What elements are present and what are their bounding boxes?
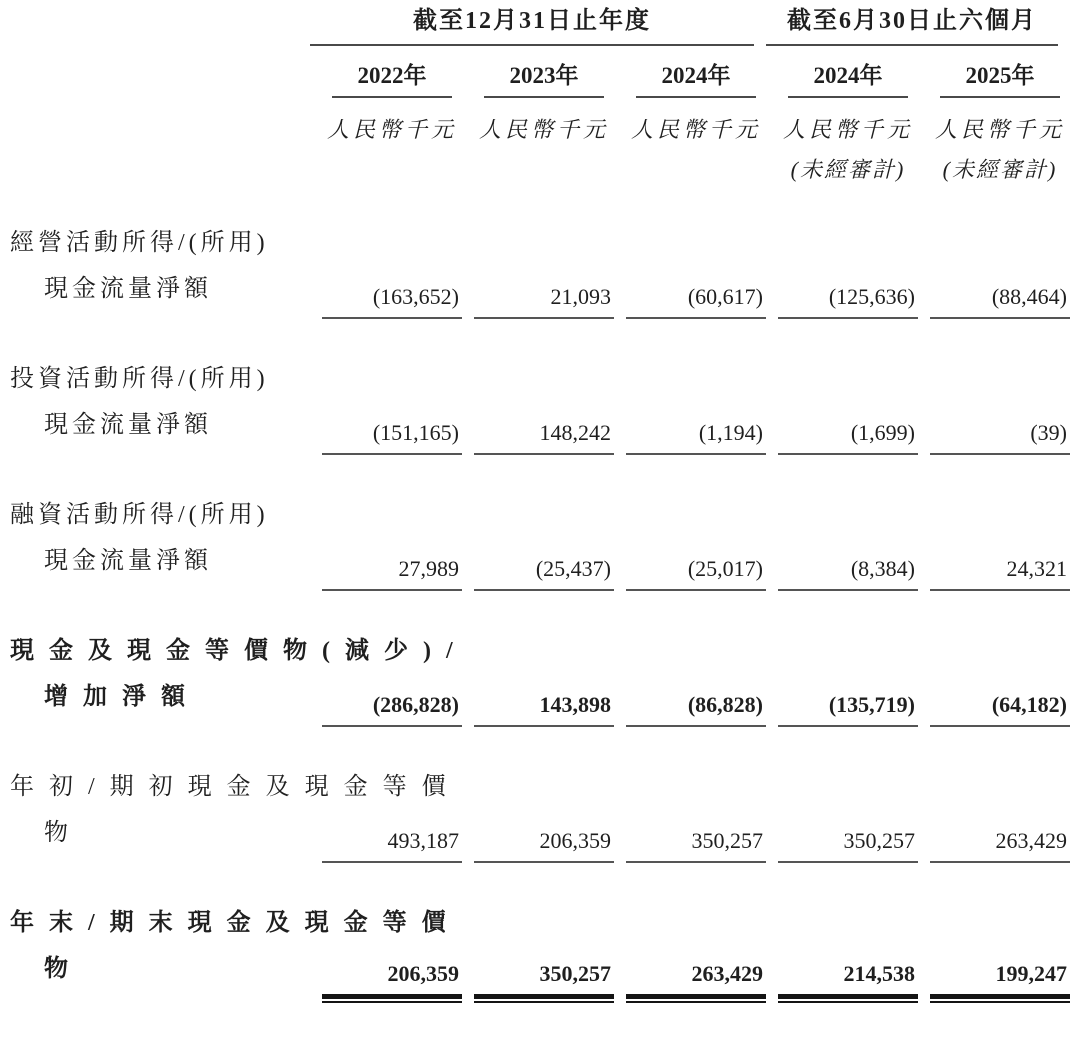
row-label-line2: 物 (44, 820, 83, 846)
unaudited-note-row (10, 156, 1070, 184)
row-label-line1: 年初/期初現金及現金等價 (10, 774, 461, 800)
cell-value: (39) (930, 420, 1070, 455)
unit-row (10, 116, 1070, 144)
cell-value: 214,538 (778, 961, 918, 999)
row-label-line1: 年末/期末現金及現金等價 (10, 910, 461, 936)
year-header (322, 62, 462, 98)
cell-value: (286,828) (322, 692, 462, 727)
table-row-operating (10, 220, 1070, 319)
cell-value: (86,828) (626, 692, 766, 727)
cell-value: (163,652) (322, 284, 462, 319)
cell-value: 263,429 (626, 961, 766, 999)
cell-value: 199,247 (930, 961, 1070, 999)
year-header-label: 2024年 (788, 62, 908, 98)
table-row-financing (10, 492, 1070, 591)
cell-value: 206,359 (322, 961, 462, 999)
year-header-label: 2022年 (332, 62, 452, 98)
cell-value: (135,719) (778, 692, 918, 727)
cell-value: 350,257 (778, 828, 918, 863)
row-label-line2: 現金流量淨額 (44, 548, 212, 574)
cell-value: 24,321 (930, 556, 1070, 591)
unaudited-note: (未經審計) (942, 157, 1058, 182)
cell-value: 350,257 (626, 828, 766, 863)
year-header-label: 2025年 (940, 62, 1060, 98)
year-header (930, 62, 1070, 98)
row-label (10, 220, 310, 319)
unit-label: 人民幣千元 (934, 117, 1065, 142)
table-row-investing (10, 356, 1070, 455)
cell-value: (60,617) (626, 284, 766, 319)
cell-value: 148,242 (474, 420, 614, 455)
row-label-line2: 現金流量淨額 (44, 276, 212, 302)
year-header (626, 62, 766, 98)
table-row-cash-beginning (10, 764, 1070, 863)
year-header-row (10, 62, 1070, 98)
cell-value: (64,182) (930, 692, 1070, 727)
cell-value: 21,093 (474, 284, 614, 319)
cell-value: 143,898 (474, 692, 614, 727)
row-label-line2: 物 (44, 956, 83, 982)
year-header (474, 62, 614, 98)
period-group-row (10, 6, 1070, 46)
cell-value: (88,464) (930, 284, 1070, 319)
cell-value: 206,359 (474, 828, 614, 863)
cell-value: (125,636) (778, 284, 918, 319)
unit-label: 人民幣千元 (478, 117, 609, 142)
cell-value: 350,257 (474, 961, 614, 999)
unit-label: 人民幣千元 (782, 117, 913, 142)
cell-value: (1,699) (778, 420, 918, 455)
table-row-cash-end (10, 900, 1070, 999)
row-label-line2: 增加淨額 (44, 684, 200, 710)
row-label (10, 492, 310, 591)
cell-value: (8,384) (778, 556, 918, 591)
cell-value: 263,429 (930, 828, 1070, 863)
row-label-line1: 現金及現金等價物(減少)/ (10, 638, 468, 664)
row-label-line1: 投資活動所得/(所用) (10, 366, 269, 392)
cell-value: (151,165) (322, 420, 462, 455)
row-label-line1: 經營活動所得/(所用) (10, 230, 269, 256)
period-group-annual: 截至12月31日止年度 (310, 6, 754, 46)
unit-label: 人民幣千元 (326, 117, 457, 142)
year-header (778, 62, 918, 98)
unaudited-note: (未經審計) (790, 157, 906, 182)
cell-value: 493,187 (322, 828, 462, 863)
cell-value: (1,194) (626, 420, 766, 455)
unit-label: 人民幣千元 (630, 117, 761, 142)
cell-value: (25,017) (626, 556, 766, 591)
table-row-net-change (10, 628, 1070, 727)
period-group-interim: 截至6月30日止六個月 (766, 6, 1058, 46)
row-label (10, 356, 310, 455)
year-header-label: 2023年 (484, 62, 604, 98)
year-header-label: 2024年 (636, 62, 756, 98)
cell-value: 27,989 (322, 556, 462, 591)
row-label-line1: 融資活動所得/(所用) (10, 502, 269, 528)
cell-value: (25,437) (474, 556, 614, 591)
row-label-line2: 現金流量淨額 (44, 412, 212, 438)
